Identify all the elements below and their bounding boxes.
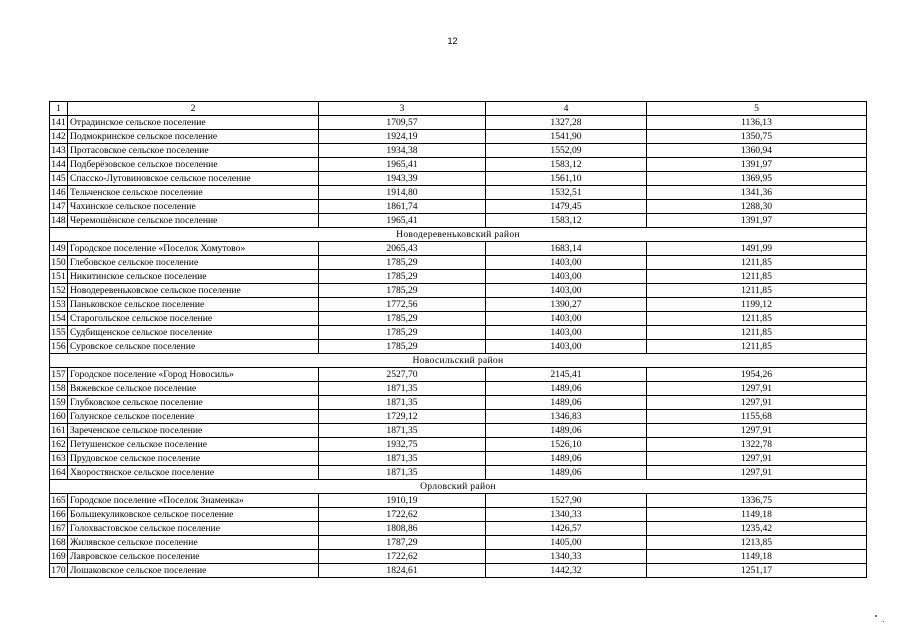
value-col-3: 1932,75 [319,438,486,452]
table-body [50,116,867,578]
table-row [50,410,867,424]
row-number: 144 [51,158,66,170]
row-number: 147 [51,200,66,212]
value-col-3: 1824,61 [319,564,486,578]
value-col-5: 1369,95 [647,172,867,186]
value-col-3: 1785,29 [319,270,486,284]
settlement-name: Городское поселение «Поселок Хомутово» [68,242,319,256]
value-col-4: 1403,00 [486,326,647,340]
settlement-name: Спасско-Лутовиновское сельское поселение [68,172,319,186]
scan-speck [875,615,877,617]
value-col-4: 1583,12 [486,214,647,228]
value-col-5: 1199,12 [647,298,867,312]
value-col-3: 1729,12 [319,410,486,424]
value-col-3: 1709,57 [319,116,486,130]
value-col-5: 1954,26 [647,368,867,382]
settlement-name: Лавровское сельское поселение [68,550,319,564]
row-number: 155 [51,326,66,338]
settlement-name: Хворостянское сельское поселение [68,466,319,480]
value-col-3: 1871,35 [319,452,486,466]
region-row [50,354,867,368]
settlement-name: Большекуликовское сельское поселение [68,508,319,522]
value-col-3: 1965,41 [319,214,486,228]
settlement-name: Городское поселение «Город Новосиль» [68,368,319,382]
value-col-5: 1136,13 [647,116,867,130]
row-number: 169 [51,550,66,562]
value-col-4: 1403,00 [486,340,647,354]
row-number: 150 [51,256,66,268]
row-number: 170 [51,564,66,576]
row-number: 142 [51,130,66,142]
value-col-3: 1785,29 [319,340,486,354]
value-col-5: 1235,42 [647,522,867,536]
value-col-4: 1346,83 [486,410,647,424]
value-col-3: 1772,56 [319,298,486,312]
row-number: 164 [51,466,66,478]
value-col-4: 1403,00 [486,312,647,326]
row-number: 154 [51,312,66,324]
region-title: Новосильский район [50,354,867,368]
table-row [50,494,867,508]
settlement-name: Суровское сельское поселение [68,340,319,354]
value-col-4: 1541,90 [486,130,647,144]
region-row [50,480,867,494]
value-col-4: 1403,00 [486,270,647,284]
value-col-4: 1390,27 [486,298,647,312]
settlement-name: Черемошёнское сельское поселение [68,214,319,228]
page-number: 12 [447,36,458,46]
value-col-5: 1391,97 [647,158,867,172]
table-row [50,242,867,256]
row-number: 145 [51,172,66,184]
table-row [50,312,867,326]
value-col-3: 1943,39 [319,172,486,186]
row-number: 159 [51,396,66,408]
scan-speck [883,621,884,622]
region-title: Новодеревеньковский район [50,228,867,242]
value-col-5: 1360,94 [647,144,867,158]
value-col-5: 1211,85 [647,312,867,326]
table-row [50,186,867,200]
table-row [50,144,867,158]
row-number: 152 [51,284,66,296]
value-col-3: 1924,19 [319,130,486,144]
table-row [50,326,867,340]
settlement-name: Зареченское сельское поселение [68,424,319,438]
settlement-name: Подберёзовское сельское поселение [68,158,319,172]
header-cell: 3 [319,102,486,116]
value-col-5: 1211,85 [647,284,867,298]
value-col-3: 1934,38 [319,144,486,158]
row-number: 153 [51,298,66,310]
value-col-3: 1914,80 [319,186,486,200]
value-col-5: 1149,18 [647,550,867,564]
table-row [50,382,867,396]
value-col-3: 1722,62 [319,508,486,522]
value-col-3: 1785,29 [319,256,486,270]
settlement-name: Лошаковское сельское поселение [68,564,319,578]
table-row [50,424,867,438]
header-cell: 4 [486,102,647,116]
value-col-3: 1871,35 [319,396,486,410]
value-col-5: 1297,91 [647,382,867,396]
value-col-4: 1426,57 [486,522,647,536]
settlement-name: Чахинское сельское поселение [68,200,319,214]
value-col-5: 1251,17 [647,564,867,578]
value-col-5: 1322,78 [647,438,867,452]
value-col-4: 1526,10 [486,438,647,452]
row-number: 163 [51,452,66,464]
settlement-name: Петушенское сельское поселение [68,438,319,452]
value-col-5: 1297,91 [647,452,867,466]
settlement-name: Старогольское сельское поселение [68,312,319,326]
row-number: 151 [51,270,66,282]
settlement-name: Глубковское сельское поселение [68,396,319,410]
value-col-4: 1489,06 [486,424,647,438]
value-col-4: 1405,00 [486,536,647,550]
table-row [50,536,867,550]
value-col-5: 1297,91 [647,424,867,438]
value-col-5: 1149,18 [647,508,867,522]
value-col-3: 1785,29 [319,312,486,326]
region-title: Орловский район [50,480,867,494]
value-col-5: 1350,75 [647,130,867,144]
value-col-3: 1787,29 [319,536,486,550]
row-number: 166 [51,508,66,520]
tariff-table [49,101,867,578]
row-number: 165 [51,494,66,506]
value-col-4: 2145,41 [486,368,647,382]
settlement-name: Городское поселение «Поселок Знаменка» [68,494,319,508]
table-row [50,200,867,214]
row-number: 156 [51,340,66,352]
value-col-5: 1211,85 [647,256,867,270]
value-col-5: 1336,75 [647,494,867,508]
value-col-4: 1527,90 [486,494,647,508]
row-number: 167 [51,522,66,534]
value-col-3: 1861,74 [319,200,486,214]
value-col-5: 1341,36 [647,186,867,200]
row-number: 146 [51,186,66,198]
value-col-5: 1391,97 [647,214,867,228]
value-col-4: 1340,33 [486,508,647,522]
value-col-3: 1808,86 [319,522,486,536]
table-row [50,256,867,270]
settlement-name: Тельченское сельское поселение [68,186,319,200]
table-row [50,298,867,312]
settlement-name: Подмокринское сельское поселение [68,130,319,144]
value-col-3: 2527,70 [319,368,486,382]
table-row [50,172,867,186]
value-col-5: 1297,91 [647,466,867,480]
value-col-4: 1683,14 [486,242,647,256]
settlement-name: Новодеревеньковское сельское поселение [68,284,319,298]
row-number: 149 [51,242,66,254]
row-number: 160 [51,410,66,422]
value-col-3: 1965,41 [319,158,486,172]
table-row [50,270,867,284]
settlement-name: Глебовское сельское поселение [68,256,319,270]
table-row [50,508,867,522]
value-col-4: 1489,06 [486,466,647,480]
row-number: 143 [51,144,66,156]
value-col-5: 1491,99 [647,242,867,256]
row-number: 141 [51,116,66,128]
value-col-4: 1583,12 [486,158,647,172]
header-cell: 1 [50,102,68,116]
table-row [50,158,867,172]
settlement-name: Протасовское сельское поселение [68,144,319,158]
row-number: 157 [51,368,66,380]
settlement-name: Прудовское сельское поселение [68,452,319,466]
value-col-5: 1288,30 [647,200,867,214]
settlement-name: Голохвастовское сельское поселение [68,522,319,536]
value-col-3: 2065,43 [319,242,486,256]
table-row [50,340,867,354]
settlement-name: Судбищенское сельское поселение [68,326,319,340]
table-row [50,284,867,298]
table-row [50,452,867,466]
value-col-5: 1213,85 [647,536,867,550]
region-row [50,228,867,242]
header-cell: 2 [68,102,319,116]
value-col-4: 1327,28 [486,116,647,130]
value-col-3: 1785,29 [319,284,486,298]
value-col-4: 1561,10 [486,172,647,186]
row-number: 148 [51,214,66,226]
value-col-4: 1479,45 [486,200,647,214]
table-row [50,438,867,452]
table-row [50,396,867,410]
value-col-5: 1297,91 [647,396,867,410]
value-col-5: 1211,85 [647,326,867,340]
row-number: 161 [51,424,66,436]
settlement-name: Отрадинское сельское поселение [68,116,319,130]
table-row [50,564,867,578]
value-col-5: 1211,85 [647,270,867,284]
value-col-4: 1552,09 [486,144,647,158]
settlement-name: Вяжевское сельское поселение [68,382,319,396]
header-row [50,102,867,116]
value-col-3: 1785,29 [319,326,486,340]
table-row [50,368,867,382]
settlement-name: Жилявское сельское поселение [68,536,319,550]
table-row [50,116,867,130]
value-col-4: 1489,06 [486,452,647,466]
value-col-5: 1155,68 [647,410,867,424]
row-number: 158 [51,382,66,394]
table-row [50,214,867,228]
value-col-3: 1722,62 [319,550,486,564]
settlement-name: Никитинское сельское поселение [68,270,319,284]
value-col-4: 1403,00 [486,256,647,270]
value-col-4: 1403,00 [486,284,647,298]
value-col-4: 1532,51 [486,186,647,200]
value-col-4: 1489,06 [486,396,647,410]
value-col-3: 1871,35 [319,466,486,480]
row-number: 162 [51,438,66,450]
header-cell: 5 [647,102,867,116]
value-col-3: 1910,19 [319,494,486,508]
table-row [50,466,867,480]
table-row [50,130,867,144]
value-col-4: 1442,32 [486,564,647,578]
table-row [50,550,867,564]
value-col-4: 1340,33 [486,550,647,564]
settlement-name: Паньковское сельское поселение [68,298,319,312]
value-col-3: 1871,35 [319,424,486,438]
table-row [50,522,867,536]
value-col-3: 1871,35 [319,382,486,396]
row-number: 168 [51,536,66,548]
value-col-4: 1489,06 [486,382,647,396]
value-col-5: 1211,85 [647,340,867,354]
settlement-name: Голунское сельское поселение [68,410,319,424]
